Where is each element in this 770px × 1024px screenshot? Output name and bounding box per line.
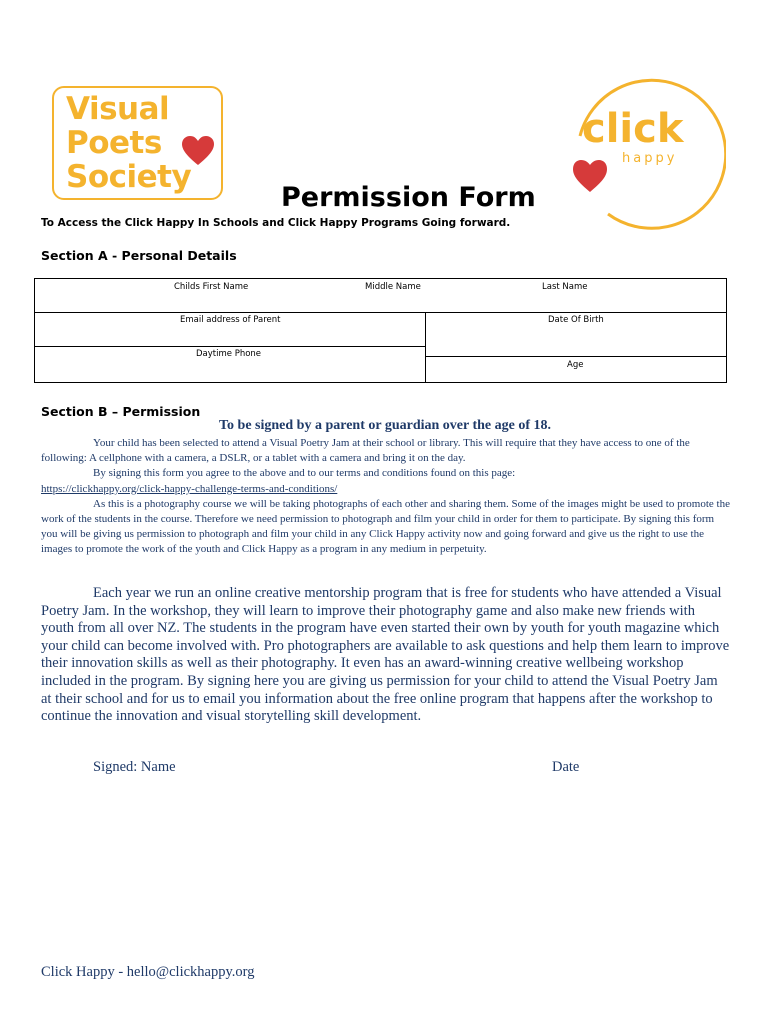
table-border <box>726 278 727 383</box>
heart-icon <box>181 136 215 166</box>
paragraph: Your child has been selected to attend a Visual Poetry Jam at their school or library. This will require that they have access to one of the following: A cellphone with a camera, a DSLR, or a tablet with a camera and bring it on the day. <box>41 437 690 465</box>
mentorship-paragraph <box>41 585 731 726</box>
date-label[interactable]: Date <box>552 759 580 775</box>
logo-word-happy: happy <box>622 151 678 166</box>
section-a-heading: Section A - Personal Details <box>41 248 237 263</box>
table-border <box>34 278 35 383</box>
date-of-birth-field[interactable]: Date Of Birth <box>548 315 604 325</box>
middle-name-field[interactable]: Middle Name <box>365 282 421 292</box>
heart-icon <box>573 160 607 192</box>
signed-name-label[interactable]: Signed: Name <box>93 759 176 775</box>
paragraph-text: Each year we run an online creative mentorship program that is free for students who have attended a Visual Poetry Jam. In the workshop, they will learn to improve their photography game and also make new friends with youth from all over NZ. The students in the program have even started their own by youth for youth magazine which your child can become involved with. Pro photographers are available to ask questions and help them learn to improve their innovation skills as well as their photography. It even has an award-winning creative wellbeing workshop included in the program. By signing here you are giving us permission for your child to attend the Visual Poetry Jam at their school and for us to email you information about the free online program that happens after the workshop to continue the innovation and visual storytelling skill development. <box>41 585 730 725</box>
paragraph: As this is a photography course we will be taking photographs of each other and sharing them. Some of the images might be used to promote the work of the students in the course. Therefore we need permission to photograph and film your child in order for them to participate. By signing this form you will be giving us permission to photograph and film your child in any Click Happy activity now and going forward and give us the right to use the images to promote the work of the youth and Click Happy as a program in any medium in perpetuity. <box>41 497 730 556</box>
section-b-heading: Section B – Permission <box>41 404 201 419</box>
footer-contact: Click Happy - hello@clickhappy.org <box>41 964 255 980</box>
logo-word: Visual <box>66 91 170 127</box>
daytime-phone-field[interactable]: Daytime Phone <box>196 349 262 359</box>
terms-link[interactable]: https://clickhappy.org/click-happy-challenge-terms-and-conditions/ <box>41 482 338 495</box>
page-title: Permission Form <box>281 182 536 213</box>
logo-word: Society <box>66 159 192 195</box>
table-divider <box>425 312 426 383</box>
page-subtitle: To Access the Click Happy In Schools and Click Happy Programs Going forward. <box>41 217 511 229</box>
logo-word-click: click <box>582 106 684 152</box>
paragraph: By signing this form you agree to the above and to our terms and conditions found on this page: <box>93 467 516 480</box>
visual-poets-society-logo <box>52 86 223 200</box>
permission-details <box>41 436 731 558</box>
logo-word: Poets <box>66 125 162 161</box>
parent-email-field[interactable]: Email address of Parent <box>180 315 281 325</box>
first-name-field[interactable]: Childs First Name <box>174 282 249 292</box>
table-border <box>34 382 727 383</box>
table-divider <box>34 312 727 313</box>
age-field[interactable]: Age <box>567 360 584 370</box>
last-name-field[interactable]: Last Name <box>542 282 588 292</box>
click-happy-logo <box>568 74 726 232</box>
personal-details-table <box>34 278 727 383</box>
table-border <box>34 278 727 279</box>
table-divider <box>34 346 425 347</box>
table-divider <box>425 356 727 357</box>
permission-subheading: To be signed by a parent or guardian over the age of 18. <box>218 418 551 433</box>
